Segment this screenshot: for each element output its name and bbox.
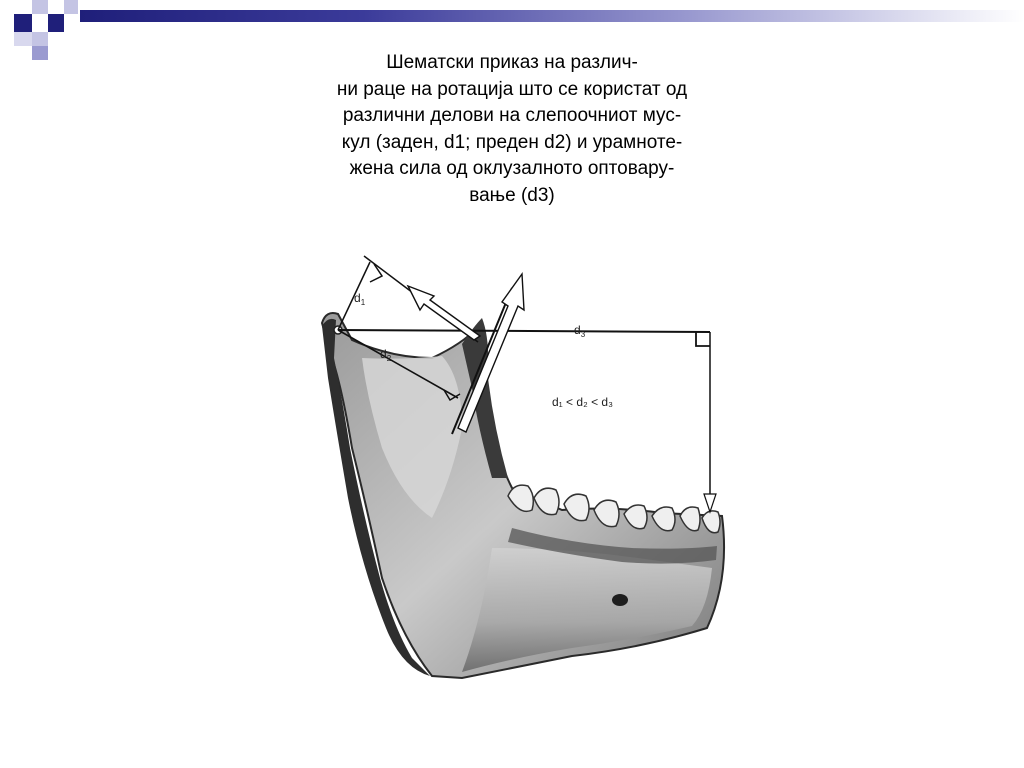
label-d2: $d_2$ bbox=[380, 347, 392, 363]
label-d1: $d_1$ bbox=[354, 291, 366, 307]
label-relation: d₁ < d₂ < d₃ bbox=[552, 395, 613, 409]
right-angle-d3 bbox=[696, 332, 710, 346]
decor-square bbox=[64, 0, 78, 14]
caption-line: кул (заден, d1; преден d2) и урамноте- bbox=[341, 131, 683, 153]
d3-line bbox=[338, 330, 710, 332]
header-bar bbox=[80, 10, 1024, 22]
posterior-temporalis-arrow bbox=[408, 286, 480, 340]
decor-square bbox=[32, 32, 48, 46]
caption-line: жена сила од оклузалното оптовару- bbox=[349, 158, 675, 179]
label-d3: $d_3$ bbox=[574, 323, 586, 339]
caption-line: Шематски приказ на различ- bbox=[386, 52, 638, 73]
mandible-diagram bbox=[312, 248, 732, 680]
caption-line: различни делови на слепоочниот мус- bbox=[342, 105, 682, 126]
right-angle-d1 bbox=[370, 264, 382, 282]
decor-square bbox=[14, 14, 32, 32]
decor-square bbox=[32, 46, 48, 60]
mental-foramen bbox=[612, 594, 628, 606]
decor-square bbox=[48, 14, 64, 32]
caption-line: вање (d3) bbox=[469, 184, 555, 206]
occlusal-force-arrowhead bbox=[704, 494, 716, 512]
decor-square bbox=[32, 0, 48, 14]
mandible-figure bbox=[312, 248, 732, 680]
decor-square bbox=[14, 32, 32, 46]
caption-line: ни раце на ротација што се користат од bbox=[336, 78, 688, 100]
figure-caption bbox=[280, 50, 744, 209]
